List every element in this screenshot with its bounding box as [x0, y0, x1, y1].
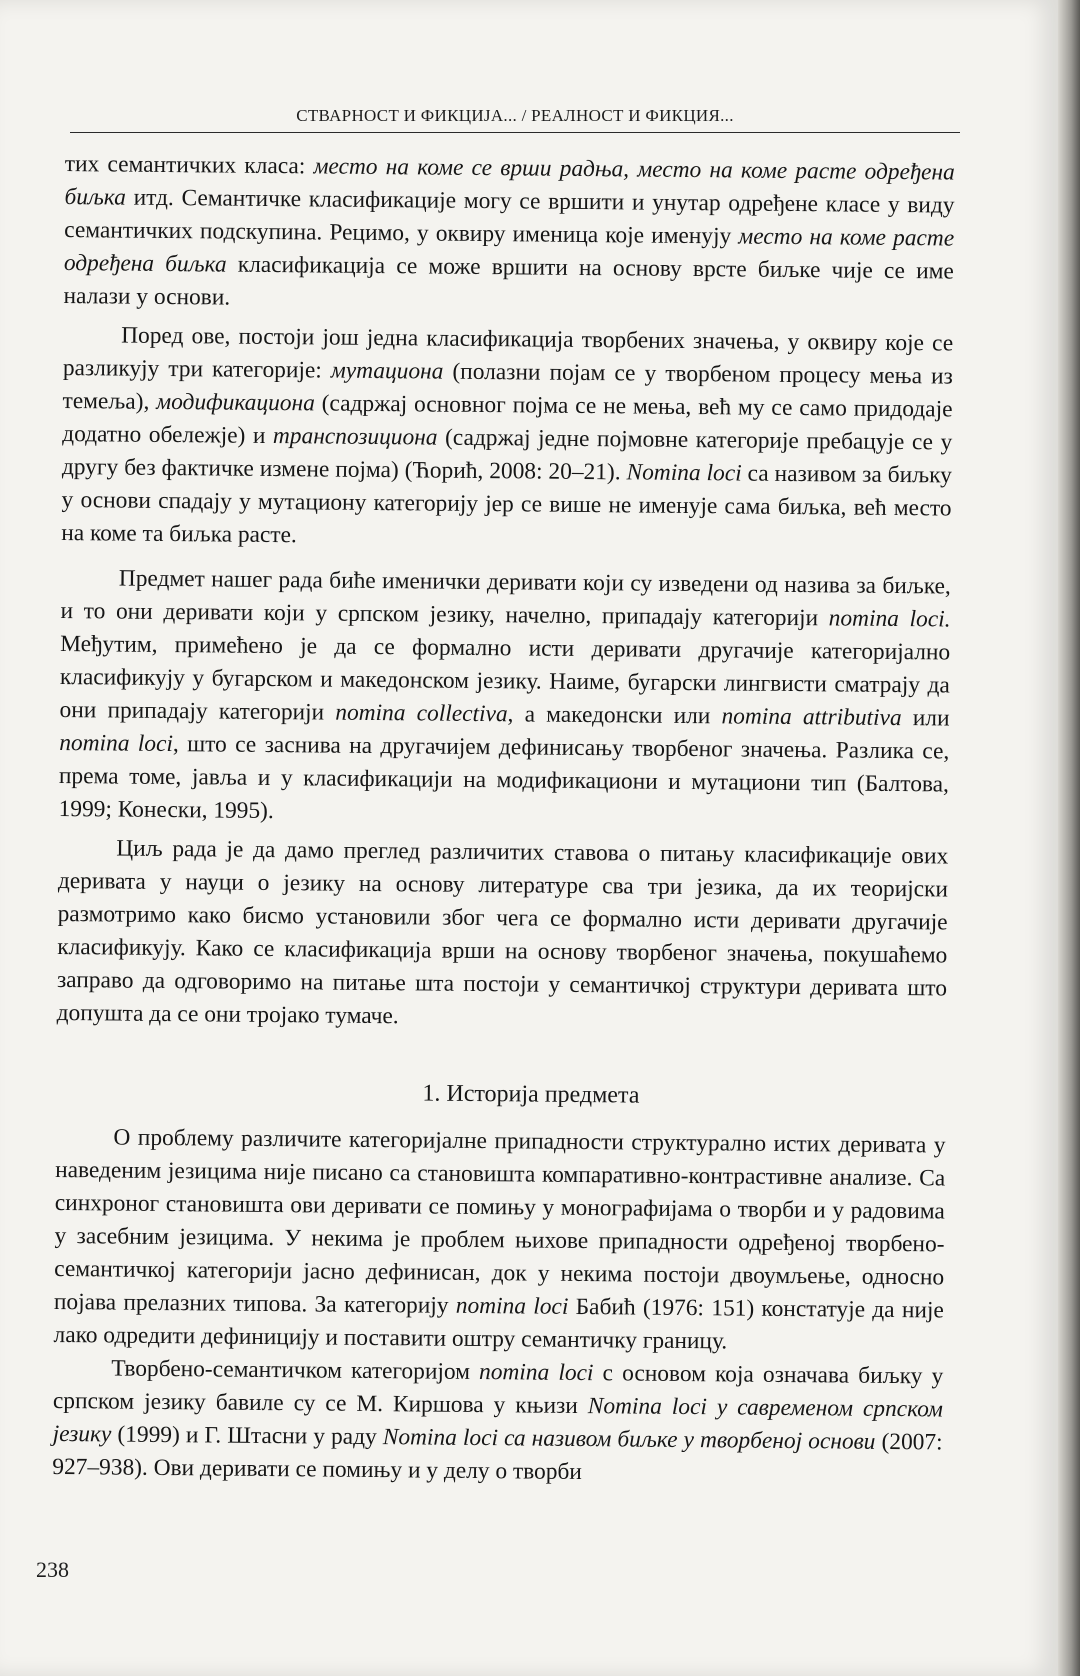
section-heading: 1. Историја предмета: [422, 1080, 640, 1109]
paragraph: [57, 832, 949, 1039]
italic-term: nomina attributiva: [721, 703, 902, 732]
italic-term: nomina loci: [59, 729, 174, 758]
paragraph: [61, 319, 953, 559]
page-number: 238: [36, 1557, 69, 1582]
italic-term: мутациона: [330, 357, 444, 385]
paragraph: [58, 562, 950, 835]
italic-term: nomina loci: [478, 1359, 594, 1387]
paragraph: [52, 1352, 943, 1493]
text-run: Међутим, примећено је да се формално исти деривати другачије категоријално класификују у бугарском и македонском језику. Наиме, бугарски лингвисти сматрају да они припадају категорији: [59, 630, 951, 726]
text-run: класификација се може вршити на основу врсте биљке чије се име налази у основи.: [63, 251, 954, 311]
text-run: Поред ове, постоји још једна класификација творбених значења, у оквиру које се разликују три категорије:: [62, 322, 954, 384]
text-run: (полазни појам се у творбеном процесу мења из темеља),: [62, 358, 953, 415]
text-run: Предмет нашег рада биће именички деривати који су изведени од назива за биљке, и то они деривати који у српском језику, начелно, припадају категорији: [60, 565, 951, 632]
italic-term: модификациона: [156, 388, 315, 417]
text-run: (2007: 927–938). Ови деривати се помињу и у делу о творби: [52, 1428, 943, 1486]
text-run: , а македонски или: [507, 701, 722, 730]
italic-term: nomina collectiva: [335, 699, 508, 728]
text-run: Бабић (1976: 151) констатује да није лако одредити дефиницију и поставити оштру семантичку границу.: [53, 1293, 944, 1355]
italic-term: nomina loci: [455, 1292, 569, 1320]
text-run: (садржај основног појма се не мења, већ му се само придодаје додатно обележје) и: [62, 390, 953, 450]
text-run: или: [901, 705, 950, 732]
text-run: (1999) и Г. Штасни у раду: [111, 1421, 383, 1451]
page-edge: [1058, 0, 1080, 1676]
italic-term: место на коме се врши радња, место на коме расте одређена биљка: [64, 153, 955, 211]
italic-term: транспозициона: [272, 423, 438, 451]
italic-term: место на коме расте одређена биљка: [63, 223, 955, 278]
italic-term: Nomina loci: [626, 459, 742, 487]
text-run: (садржај једне појмовне категорије пребацује се у другу без фактичке измене појма) (Ћорић, 2008: 20–21).: [61, 424, 953, 486]
text-run: , што се заснива на другачијем дефинисању творбеног значења. Разлика се, према томе, јавља и у класификацији на модификациони и мутациони тип (Балтова, 1999; Конески, 1995).: [58, 731, 950, 825]
text-run: итд. Семантичке класификације могу се вршити и унутар одређене класе у виду семантичких подскупина. Рецимо, у оквиру именица које именују: [64, 184, 955, 250]
text-run: с основом која означава биљку у српском језику бавиле су се М. Киршова у књизи: [52, 1360, 944, 1420]
text-run: са називом за биљку у основи спадају у мутациону категорију јер се више не именује сама биљка, већ место на коме та биљка расте.: [61, 460, 953, 549]
text-run: Творбено-семантичком категоријом: [111, 1355, 480, 1386]
running-head: СТВАРНОСТ И ФИКЦИЈА... / РЕАЛНОСТ И ФИКЦИЯ...: [296, 106, 734, 125]
paragraph: [63, 148, 955, 322]
text-run: О проблему различите категоријалне припадности структурално истих деривата у наведеним језицима није писано са становишта компаративно-контрастивне анализе. Са синхроног становишта ови деривати се помињу у монографијама о творби и у радовима у засебним језицима. У некима је проблем њихове припадности одређеној творбено-семантичкој категорији јасно дефинисан, док у некима постоји двоумљење, односно појава прелазних типова. За категорију: [53, 1124, 946, 1319]
italic-term: Nomina loci у савременом српском језику: [52, 1393, 944, 1448]
text-run: Циљ рада је да дамо преглед различитих ставова о питању класификације ових деривата у науци о језику на основу литературе сва три језика, да их теоријски размотримо како бисмо установили због чега се формално исти деривати другачије класификују. Како се класификација врши на основу творбеног значења, покушаћемо заправо да одговоримо на питање шта постоји у семантичкој структури деривата што допушта да се они тројако тумаче.: [56, 835, 949, 1030]
paragraph: [53, 1121, 945, 1361]
text-run: тих семантичких класа:: [64, 150, 314, 180]
body-text: [52, 148, 955, 1492]
italic-term: Nomina loci са називом биљке у творбеној основи: [382, 1424, 876, 1455]
header-rule: [70, 132, 960, 133]
italic-term: nomina loci.: [828, 605, 951, 633]
